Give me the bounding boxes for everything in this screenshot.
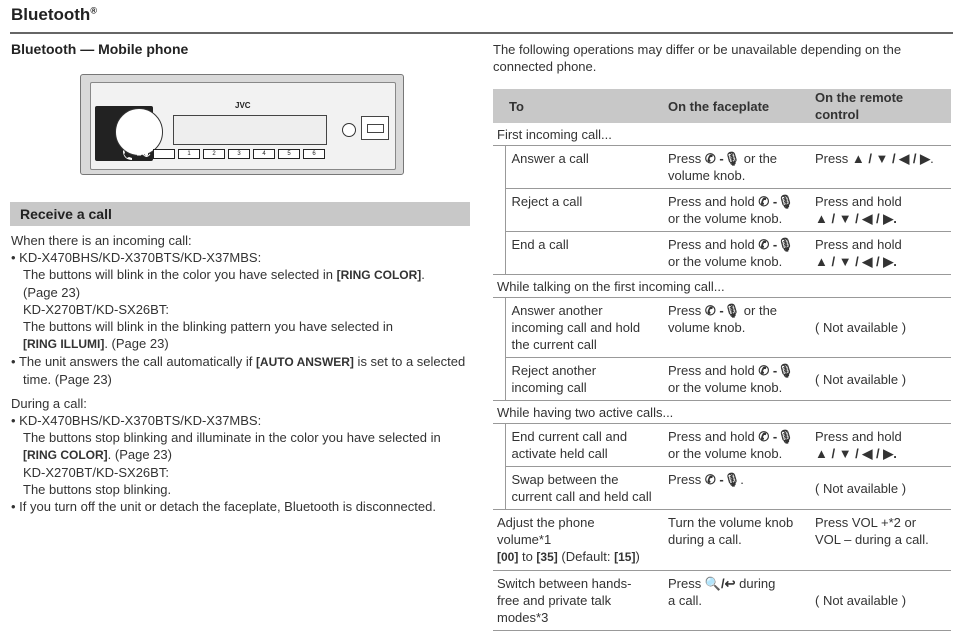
table-row: Swap between the current call and held call Press ✆ -🎙. ( Not available ) [493,467,951,510]
table-row: Reject a call Press and hold ✆ -🎙 or the volume knob. Press and hold ▲ / ▼ / ◀ / ▶. [493,189,951,232]
display-window [173,115,327,145]
table-row: Adjust the phone volume*1 [00] to [35] (Default: [15]) Turn the volume knob during a call. Press VOL +*2 or VOL – during a call. [493,510,951,571]
preset-button: 4 [253,149,275,159]
list-item: • If you turn off the unit or detach the faceplate, Bluetooth is disconnected. [11,499,436,514]
list-item-text: [RING COLOR]. (Page 23) [23,447,172,462]
car-stereo-illustration [80,74,404,175]
table-row: Reject another incoming call Press and hold ✆ -🎙 or the volume knob. ( Not available ) [493,358,951,401]
col-header-to: To [493,89,664,123]
arrow-keys-icon: ▲ / ▼ / ◀ / ▶ [851,151,931,166]
phone-mic-icon: ✆ -🎙 [704,303,741,318]
incoming-intro: When there is an incoming call: [11,233,192,248]
section-subtitle: Bluetooth — Mobile phone [11,41,189,57]
preset-button: 3 [228,149,250,159]
table-row: Answer another incoming call and hold the current call Press ✆ -🎙 or the volume knob. ( Not available ) [493,298,951,358]
model-label: KD-X270BT/KD-SX26BT: [23,465,169,480]
phone-mic-icon: ✆ -🎙 [704,151,741,166]
list-item-text: The buttons will blink in the color you have selected in [RING COLOR]. [23,267,425,282]
phone-mic-icon: ✆ -🎙 [758,194,794,209]
list-item: • KD-X470BHS/KD-X370BTS/KD-X37MBS: [11,250,262,265]
usb-port-icon [361,116,389,140]
page-ref: (Page 23) [23,285,81,300]
list-item-text: [RING ILLUMI]. (Page 23) [23,336,169,351]
phone-mic-icon: ✆ -🎙 [704,472,741,487]
list-item: • The unit answers the call automatically if [AUTO ANSWER] is set to a selected [11,354,466,369]
table-header-row [493,89,951,123]
receive-call-description [11,232,473,515]
col-header-remote: On the remote control [811,89,951,123]
phone-mic-icon: ✆ -🎙 [758,237,794,252]
table-row: End current call and activate held call Press and hold ✆ -🎙 or the volume knob. Press and hold ▲ / ▼ / ◀ / ▶. [493,424,951,467]
list-item-text: The buttons stop blinking and illuminate in the color you have selected in [23,430,441,445]
list-item-text: The buttons stop blinking. [23,482,172,497]
col-header-faceplate: On the faceplate [664,89,811,123]
section-title: Receive a call [20,206,112,222]
phone-mic-icon [121,149,161,161]
operations-table [493,89,951,631]
table-group-row: First incoming call... [493,123,951,146]
preset-button: 1 [178,149,200,159]
search-back-icon: 🔍/↩ [704,576,736,591]
operations-intro: The following operations may differ or be unavailable depending on the connected phone. [493,42,902,74]
title-rule [10,32,953,34]
brand-logo: JVC [235,101,251,110]
table-group-row: While having two active calls... [493,401,951,424]
phone-mic-icon: ✆ -🎙 [758,363,794,378]
preset-button: 2 [203,149,225,159]
aux-jack-icon [342,123,356,137]
table-row: End a call Press and hold ✆ -🎙 or the volume knob. Press and hold ▲ / ▼ / ◀ / ▶. [493,232,951,275]
table-row: Switch between hands- free and private talk modes*3 Press 🔍/↩ during a call. ( Not available ) [493,571,951,631]
list-item-text: The buttons will blink in the blinking pattern you have selected in [23,319,393,334]
phone-mic-icon: ✆ -🎙 [758,429,794,444]
list-item-text: time. (Page 23) [23,372,112,387]
model-label: KD-X270BT/KD-SX26BT: [23,302,169,317]
preset-button: 6 [303,149,325,159]
faceplate [90,82,396,170]
preset-button-row [153,149,325,159]
preset-button: 5 [278,149,300,159]
table-group-row: While talking on the first incoming call... [493,275,951,298]
section-header [10,202,470,226]
during-intro: During a call: [11,396,87,411]
table-row: Answer a call Press ✆ -🎙 or the volume knob. Press ▲ / ▼ / ◀ / ▶. [493,146,951,189]
list-item: • KD-X470BHS/KD-X370BTS/KD-X37MBS: [11,413,262,428]
page-title: Bluetooth® [11,5,97,24]
